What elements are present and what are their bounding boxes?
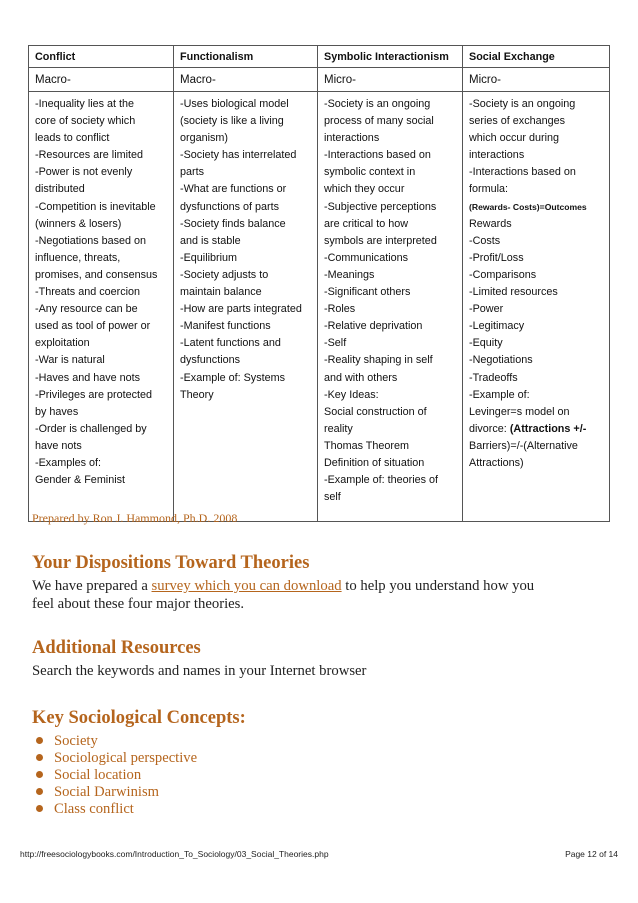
divorce-label: divorce: <box>469 422 510 435</box>
table-cell-line: -Interactions based on <box>469 166 576 179</box>
theories-comparison-table <box>28 45 610 522</box>
bullet-icon <box>36 754 43 761</box>
table-cell-line: formula: <box>469 183 509 196</box>
table-cell-line: -How are parts integrated <box>180 303 302 316</box>
table-cell-line: interactions <box>324 132 380 145</box>
table-cell-line: -Negotiations based on <box>35 234 147 247</box>
footer-page-number: Page 12 of 14 <box>565 849 618 859</box>
table-cell-line: distributed <box>35 183 85 196</box>
table-cell-line: -Threats and coercion <box>35 286 141 299</box>
table-cell-line: process of many social <box>324 115 434 128</box>
table-cell-line: -Latent functions and <box>180 337 281 350</box>
dispositions-text-after: to help you understand how you <box>341 578 535 594</box>
table-cell-line: -Legitimacy <box>469 320 525 333</box>
table-cell-line: leads to conflict <box>35 132 110 145</box>
table-cell-line: -Power is not evenly <box>35 166 133 179</box>
table-cell-line: Gender & Feminist <box>35 474 126 487</box>
table-cell-line: -Equity <box>469 337 503 350</box>
formula-attractions: (Attractions +/- <box>509 422 587 435</box>
table-cell-line: Thomas Theorem <box>324 439 410 452</box>
table-cell-line: -Society adjusts to <box>180 268 269 281</box>
table-cell-line: by haves <box>35 405 79 418</box>
table-cell-line: Social construction of <box>324 405 427 418</box>
resources-text: Search the keywords and names in your Internet browser <box>32 663 367 679</box>
table-body-row <box>29 92 610 522</box>
table-cell-line: used as tool of power or <box>35 320 151 333</box>
header-conflict: Conflict <box>29 46 174 68</box>
concept-label: Sociological perspective <box>54 750 198 766</box>
table-cell-line: -Society is an ongoing <box>324 98 431 110</box>
header-social-exchange: Social Exchange <box>463 46 610 68</box>
table-cell-line: -Interactions based on <box>324 149 431 162</box>
table-cell-line: core of society which <box>35 115 136 128</box>
table-caption: Prepared by Ron J. Hammond, Ph.D. 2008 <box>32 511 238 525</box>
concept-label: Society <box>54 733 98 749</box>
table-cell-line: -What are functions or <box>180 183 287 196</box>
table-cell-line: -Inequality lies at the <box>35 98 135 110</box>
table-cell-line: maintain balance <box>180 286 262 299</box>
table-cell-line: (Rewards- Costs)=Outcomes <box>469 201 587 212</box>
table-cell-line: Definition of situation <box>324 456 425 469</box>
list-item[interactable] <box>32 801 197 818</box>
table-cell-line: exploitation <box>35 337 90 350</box>
table-cell-line: Rewards <box>469 217 512 230</box>
concepts-list <box>32 733 197 818</box>
list-item[interactable] <box>32 750 197 767</box>
table-cell-line: are critical to how <box>324 217 409 230</box>
bullet-icon <box>36 805 43 812</box>
concepts-heading: Key Sociological Concepts: <box>32 708 246 728</box>
table-cell-line: -Example of: <box>469 388 530 401</box>
theories-table <box>28 45 610 522</box>
survey-download-link[interactable]: survey which you can download <box>151 578 342 594</box>
table-cell-line: influence, threats, <box>35 251 121 264</box>
table-cell-line: symbolic context in <box>324 166 416 179</box>
concept-label: Class conflict <box>54 801 134 817</box>
table-cell-line: -Roles <box>324 303 356 316</box>
table-cell-line: dysfunctions <box>180 354 241 367</box>
header-functionalism: Functionalism <box>174 46 318 68</box>
table-cell-line: -Subjective perceptions <box>324 200 437 213</box>
table-cell-line: dysfunctions of parts <box>180 200 280 213</box>
table-cell-line: -Any resource can be <box>35 303 138 316</box>
scale-conflict: Macro- <box>29 68 174 92</box>
table-cell-line: reality <box>324 422 353 435</box>
table-cell-line: -Society has interrelated <box>180 149 297 162</box>
table-cell-line: self <box>324 491 341 504</box>
table-cell-line: Barriers)=/-(Alternative <box>469 439 578 452</box>
table-scale-row <box>29 68 610 92</box>
table-cell-line: which they occur <box>324 183 405 196</box>
table-cell-line: -Profit/Loss <box>469 251 524 264</box>
table-cell-line: promises, and consensus <box>35 268 158 281</box>
cell-conflict <box>29 92 174 522</box>
table-cell-line: Theory <box>180 388 214 401</box>
table-cell-line: and is stable <box>180 234 241 247</box>
scale-social-exchange: Micro- <box>463 68 610 92</box>
table-cell-line: Levinger=s model on <box>469 405 570 418</box>
bullet-icon <box>36 737 43 744</box>
cell-functionalism <box>174 92 318 522</box>
table-cell-line: (winners & losers) <box>35 217 122 230</box>
table-header-row <box>29 46 610 68</box>
scale-functionalism: Macro- <box>174 68 318 92</box>
list-item[interactable] <box>32 784 197 801</box>
table-cell-line: -Society is an ongoing <box>469 98 576 110</box>
table-cell-line: symbols are interpreted <box>324 234 437 247</box>
table-cell-line: have nots <box>35 439 82 452</box>
table-cell-line: -Uses biological model <box>180 98 289 110</box>
table-cell-line: -Society finds balance <box>180 217 286 230</box>
table-cell-line: -Order is challenged by <box>35 422 147 435</box>
table-cell-line: parts <box>180 166 205 179</box>
table-cell-line: -Self <box>324 337 347 350</box>
table-cell-line: which occur during <box>469 132 560 145</box>
dispositions-text-line2: feel about these four major theories. <box>32 596 245 612</box>
table-cell-line: and with others <box>324 371 398 384</box>
concept-label: Social Darwinism <box>54 784 159 800</box>
table-cell-line: -Relative deprivation <box>324 320 423 333</box>
table-cell-line: series of exchanges <box>469 115 566 128</box>
table-cell-line: -War is natural <box>35 354 105 367</box>
table-cell-line: Attractions) <box>469 456 524 469</box>
table-cell-line: organism) <box>180 132 229 145</box>
table-cell-line: -Costs <box>469 234 501 247</box>
table-cell-line: -Key Ideas: <box>324 388 379 401</box>
table-cell-line: -Negotiations <box>469 354 533 367</box>
table-cell-line: -Tradeoffs <box>469 371 518 384</box>
table-cell-line: -Example of: theories of <box>324 474 439 487</box>
table-cell-line: -Competition is inevitable <box>35 200 156 213</box>
cell-social-exchange <box>463 92 610 522</box>
dispositions-text-before: We have prepared a <box>32 578 152 594</box>
table-cell-line: -Significant others <box>324 286 411 299</box>
table-cell-line: -Haves and have nots <box>35 371 141 384</box>
table-cell-line: -Limited resources <box>469 286 558 299</box>
table-cell-line: -Comparisons <box>469 268 537 281</box>
table-cell-line: -Resources are limited <box>35 149 144 162</box>
dispositions-text <box>32 577 612 613</box>
table-cell-line <box>469 421 609 438</box>
scale-symbolic-interactionism: Micro- <box>318 68 463 92</box>
concept-label: Social location <box>54 767 142 783</box>
table-cell-line: -Power <box>469 303 504 316</box>
table-cell-line: -Communications <box>324 251 409 264</box>
bullet-icon <box>36 771 43 778</box>
table-cell-line: -Manifest functions <box>180 320 271 333</box>
table-cell-line: -Reality shaping in self <box>324 354 433 367</box>
table-cell-line: -Meanings <box>324 268 375 281</box>
table-cell-line: -Examples of: <box>35 456 102 469</box>
list-item[interactable] <box>32 767 197 784</box>
resources-heading: Additional Resources <box>32 638 201 658</box>
table-cell-line: -Equilibrium <box>180 251 237 264</box>
cell-symbolic-interactionism <box>318 92 463 522</box>
table-cell-line: -Privileges are protected <box>35 388 153 401</box>
table-cell-line: interactions <box>469 149 525 162</box>
dispositions-heading: Your Dispositions Toward Theories <box>32 553 310 573</box>
footer-url: http://freesociologybooks.com/Introduction_To_Sociology/03_Social_Theories.php <box>20 849 329 859</box>
header-symbolic-interactionism: Symbolic Interactionism <box>318 46 463 68</box>
list-item[interactable] <box>32 733 197 750</box>
table-cell-line: -Example of: Systems <box>180 371 286 384</box>
bullet-icon <box>36 788 43 795</box>
table-cell-line: (society is like a living <box>180 115 284 128</box>
